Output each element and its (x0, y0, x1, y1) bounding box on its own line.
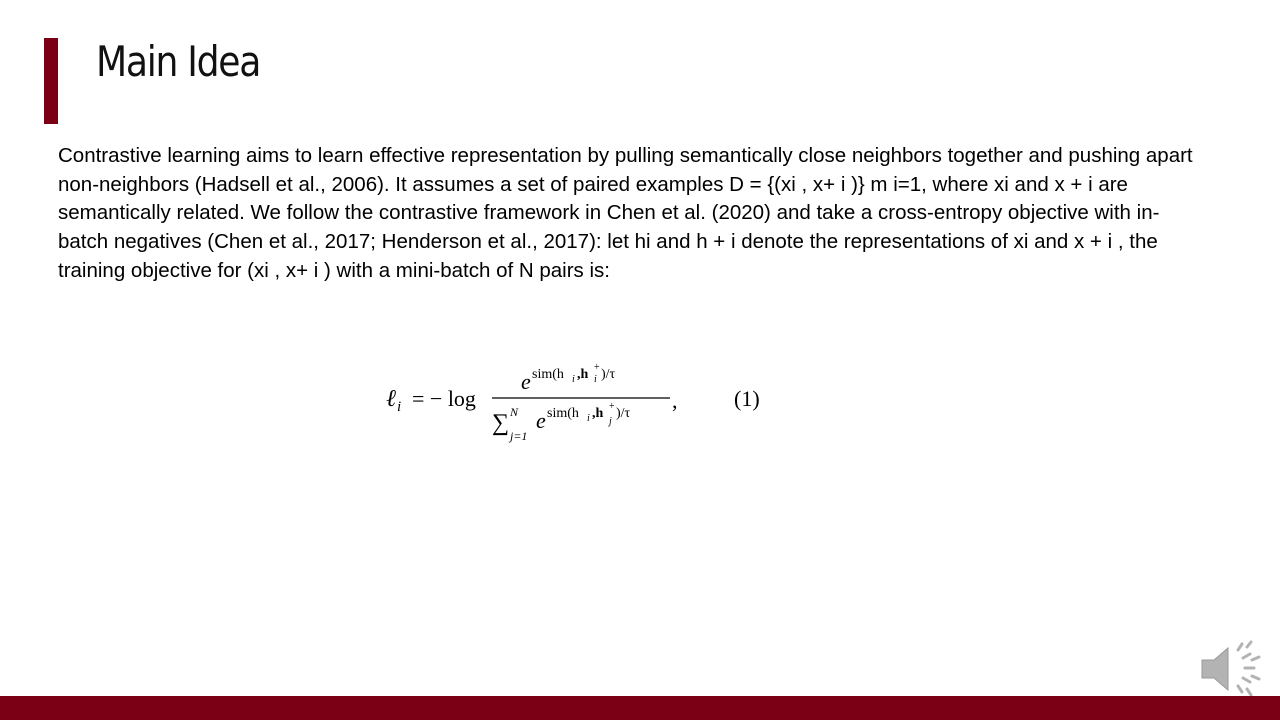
footer-bar (0, 696, 1280, 720)
eq-num-exp-sub: i (572, 374, 575, 385)
eq-comma: , (672, 388, 678, 413)
eq-num-exp-sub2: i (594, 374, 597, 385)
title-accent-bar (44, 38, 58, 124)
eq-num-exp-mid: ,h (577, 367, 589, 382)
eq-number: (1) (734, 386, 760, 411)
eq-lhs: ℓ (386, 386, 396, 412)
eq-den-exp-end: )/τ (616, 406, 631, 421)
eq-num-exp-sup2: + (594, 362, 600, 373)
eq-num-exp-end: )/τ (601, 367, 616, 382)
eq-sum-lower: j=1 (510, 429, 528, 443)
eq-lhs-sub: i (397, 399, 402, 415)
eq-den-exp-mid: ,h (592, 406, 604, 421)
eq-sum-upper: N (510, 405, 519, 419)
contrastive-loss-equation (386, 358, 776, 450)
eq-den-exp: sim(h (547, 406, 579, 421)
eq-num-exp: sim(h (532, 367, 564, 382)
eq-sum-symbol: ∑ (492, 410, 510, 436)
slide-body-text: Contrastive learning aims to learn effective representation by pulling semantically close neighbors together and pushing apart non-neighbors (Hadsell et al., 2006). It assumes a set of paired examples D = {(xi , x+ i )} m i=1, where xi and x + i are semantically related. We follow the contrastive framework in Chen et al. (2020) and take a cross-entropy objective with in-batch negatives (Chen et al., 2017; Henderson et al., 2017): let hi and h + i denote the representations of xi and x + i , the training objective for (xi , x+ i ) with a mini-batch of N pairs is: (58, 144, 1193, 282)
eq-den-exp-sup2: + (609, 401, 615, 412)
speaker-icon[interactable] (1198, 640, 1264, 698)
eq-den-exp-sub2: j (609, 416, 612, 427)
slide-title: Main Idea (96, 37, 261, 86)
eq-den-exp-sub: i (587, 413, 590, 424)
eq-equals-log: = − log (412, 386, 476, 411)
eq-num-base: e (521, 369, 531, 394)
eq-den-base: e (536, 408, 546, 433)
